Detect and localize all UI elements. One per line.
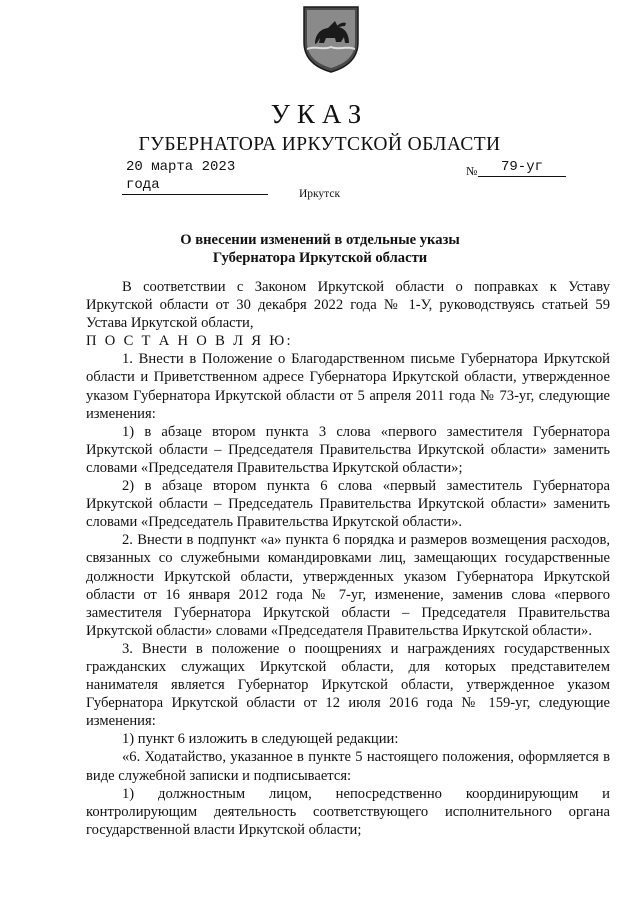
issuer-heading: ГУБЕРНАТОРА ИРКУТСКОЙ ОБЛАСТИ [138, 134, 501, 155]
document-number: 79-уг [478, 158, 566, 177]
paragraph-item-3-1: 1) пункт 6 изложить в следующей редакции: [122, 731, 399, 748]
paragraph-quote-6: «6. Ходатайство, указанное в пункте 5 настоящего положения, оформляется в виде служебной записки и подписывается: [86, 749, 610, 784]
paragraph-item-1-2: 2) в абзаце втором пункта 6 слова «первый заместитель Губернатора Иркутской области – Председатель Правительства Иркутской области» заменить словами «Председатель Правительства Иркутской области». [86, 478, 610, 531]
paragraph-item-3: 3. Внести в положение о поощрениях и награждениях государственных гражданских служащих Иркутской области, для которых представителем нанимателя является Губернатор Иркутской области, утвержденное указом Губернатора Иркутской области от 12 июля 2016 года № 159-уг, следующие изменения: [86, 640, 610, 730]
city-name: Иркутск [298, 188, 341, 200]
paragraph-preamble: В соответствии с Законом Иркутской области о поправках к Уставу Иркутской области от 30 декабря 2022 года № 1-У, руководствуясь статьей 59 Устава Иркутской области, [86, 279, 610, 332]
document-title: О внесении изменений в отдельные указы Губернатора Иркутской области [180, 232, 460, 266]
number-sign: № [466, 164, 478, 178]
document-date: 20 марта 2023 года [122, 158, 268, 195]
paragraph-item-2: 2. Внести в подпункт «а» пункта 6 порядка и размеров возмещения расходов, связанных со служебными командировками лиц, замещающих государственные должности Иркутской области, утвержденных указом Губернатора Иркутской области от 16 января 2012 года № 7-уг, изменение, заменив слова «первого заместителя Губернатора Иркутской области – Председателя Правительства Иркутской области» словами «Председателя Правительства Иркутской области». [86, 532, 610, 639]
paragraph-quote-6-1: 1) должностным лицом, непосредственно координирующим и контролирующим деятельность соответствующего исполнительного органа государственной власти Иркутской области; [86, 785, 610, 838]
coat-of-arms-icon [301, 4, 361, 74]
paragraph-item-1: 1. Внести в Положение о Благодарственном письме Губернатора Иркутской области и Приветственном адресе Губернатора Иркутской области, утвержденное указом Губернатора Иркутской области от 5 апреля 2011 года № 73-уг, следующие изменения: [86, 351, 610, 422]
paragraph-decree: П О С Т А Н О В Л Я Ю: [86, 333, 293, 350]
document-body [86, 278, 610, 839]
document-type-heading: УКАЗ [270, 99, 369, 129]
paragraph-item-1-1: 1) в абзаце втором пункта 3 слова «первого заместителя Губернатора Иркутской области – Председателя Правительства Иркутской области» заменить словами «Председателя Правительства Иркутской области»; [86, 423, 610, 476]
